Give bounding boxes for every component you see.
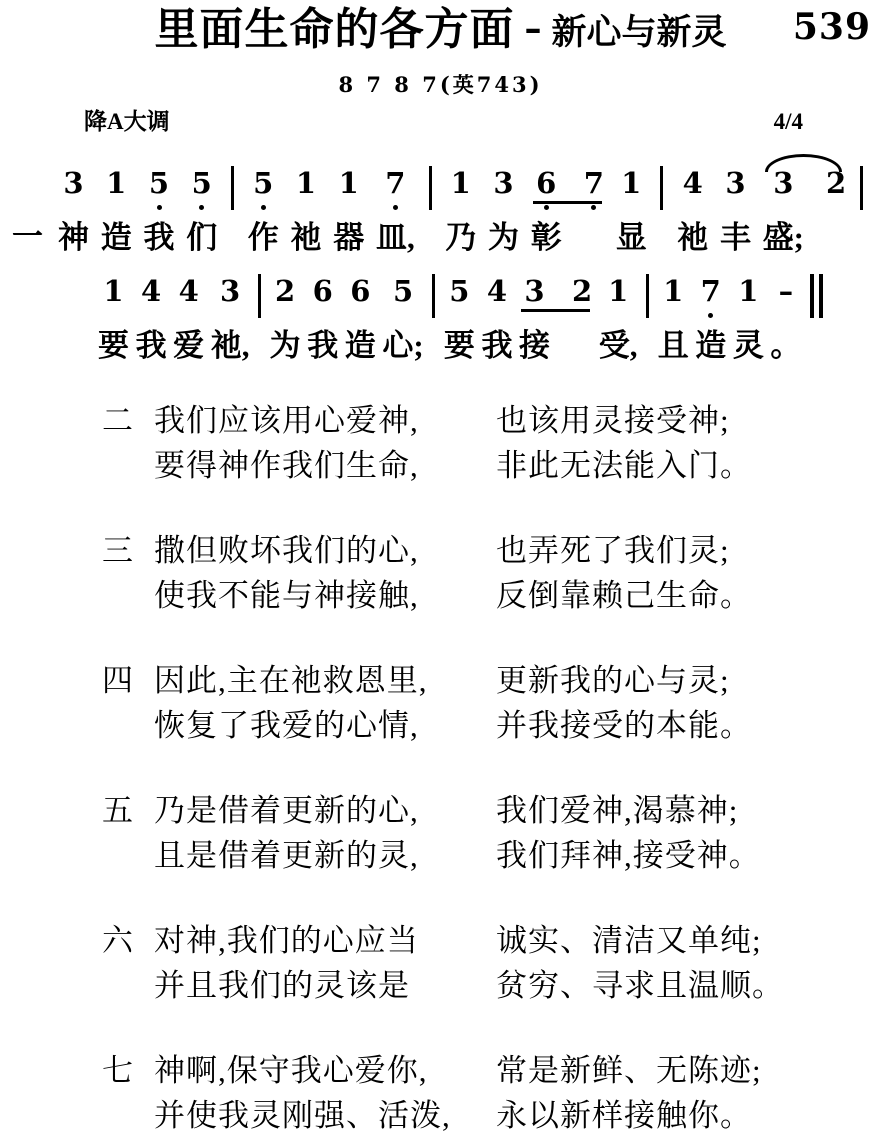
verse-text-right: 更新我的心与灵;: [496, 662, 730, 698]
octave-dot-space: [101, 200, 132, 212]
note-cell: [488, 166, 519, 260]
octave-dot-space: [445, 200, 476, 212]
octave-dot-space: [770, 308, 801, 320]
verse-text-left: 乃是借着更新的心,: [154, 792, 419, 828]
note-cell: [763, 166, 804, 260]
meter-index-line: 8 7 8 7(英743): [338, 71, 543, 97]
verse-text-right: 也该用灵接受神;: [496, 402, 730, 438]
verse-text-left: 并使我灵刚强、活泼,: [154, 1097, 451, 1133]
beam-group: [519, 274, 592, 368]
low-octave-dot: [186, 200, 217, 212]
note-cell: [136, 274, 167, 368]
verse-number: 七: [102, 1052, 133, 1088]
note-digit: 4: [486, 273, 508, 308]
note-digit: 1: [338, 165, 359, 200]
barline: [258, 274, 261, 318]
low-octave-dot: [144, 200, 175, 212]
key-signature: 降A大调: [84, 108, 170, 134]
octave-dot-space: [333, 200, 364, 212]
barline: [646, 274, 649, 318]
octave-dot-space: [444, 308, 475, 320]
octave-dot-space: [720, 200, 751, 212]
note-row: [98, 260, 823, 368]
verse-block: [0, 398, 881, 488]
lyric-syllable: 接: [519, 327, 551, 363]
verse-text-right: 永以新样接触你。: [496, 1097, 752, 1133]
lyric-syllable: 造: [344, 327, 376, 363]
verse-text-right: 也弄死了我们灵;: [496, 532, 730, 568]
lyric-syllable: 要: [443, 327, 475, 363]
note-digit: 2: [572, 273, 593, 308]
hymn-page: [0, 4, 881, 1146]
octave-dot-space: [599, 308, 638, 320]
lyric-syllable: 乃: [445, 219, 477, 255]
verse-line: [0, 788, 881, 833]
verse-text-left: 我们应该用心爱神,: [154, 402, 419, 438]
verse-number: 四: [102, 662, 133, 698]
note-cell: [248, 166, 279, 260]
note-cell: [531, 166, 562, 260]
note-cell: [291, 166, 322, 260]
note-cell: [599, 274, 638, 368]
note-cell: [270, 274, 301, 368]
note-cell: [444, 274, 475, 368]
note-cell: [481, 274, 512, 368]
page-number: 539: [792, 6, 871, 48]
lyric-syllable: 要: [98, 327, 129, 363]
note-digit: 7: [583, 165, 604, 200]
note-digit: 4: [140, 273, 162, 308]
verse-text-left: 要得神作我们生命,: [154, 447, 419, 483]
lyric-syllable: 为: [269, 327, 301, 363]
note-cell: [519, 274, 550, 368]
note-cell: [584, 166, 604, 260]
octave-dot-space: [826, 200, 846, 212]
note-cell: [173, 274, 204, 368]
note-cell: [733, 274, 764, 368]
low-octave-dot: [695, 308, 726, 320]
note-digit: 1: [106, 165, 127, 200]
note-digit: 6: [536, 165, 557, 200]
verse-number: [102, 963, 154, 1008]
octave-dot-space: [98, 308, 129, 320]
lyric-syllable: 丰: [719, 219, 751, 255]
barline: [660, 166, 663, 210]
note-cell: [211, 274, 250, 368]
title-dash: –: [524, 9, 542, 49]
verse-block: [0, 658, 881, 748]
note-digit: 3: [524, 273, 545, 308]
lyric-syllable: 显: [615, 219, 647, 255]
note-cell: [658, 274, 689, 368]
stanza-number: 一: [12, 218, 43, 254]
hymn-title-subtitle: 新心与新灵: [551, 13, 727, 53]
verse-block: [0, 528, 881, 618]
note-cell: [677, 166, 708, 260]
octave-dot-space: [307, 308, 338, 320]
note-digit: 1: [608, 273, 629, 308]
note-cell: [333, 166, 364, 260]
verse-line: [0, 833, 881, 878]
note-digit: 3: [725, 165, 746, 200]
lyric-syllable: 造: [100, 219, 132, 255]
note-digit: 3: [63, 165, 84, 200]
low-octave-dot: [248, 200, 279, 212]
note-digit: 1: [663, 273, 684, 308]
music-line: [0, 152, 881, 260]
lyric-syllable: 皿,: [376, 219, 415, 255]
note-digit: 3: [493, 165, 514, 200]
verse-number: [102, 703, 154, 748]
verse-line: [0, 918, 881, 963]
note-digit: 1: [621, 165, 642, 200]
octave-dot-space: [58, 200, 89, 212]
note-digit: 4: [178, 273, 199, 308]
note-cell: [382, 274, 423, 368]
note-digit: 2: [275, 273, 296, 308]
verse-line: [0, 1048, 881, 1093]
barline: [429, 166, 432, 210]
final-barline: [810, 274, 823, 318]
note-cell: [445, 166, 476, 260]
note-digit: 5: [191, 165, 212, 200]
octave-dot-space: [519, 308, 550, 320]
lyric-syllable: 且: [657, 327, 689, 363]
verse-text-right: 我们拜神,接受神。: [496, 837, 761, 873]
verse-text-left: 且是借着更新的灵,: [154, 837, 419, 873]
lyric-syllable: 我: [143, 219, 175, 255]
verse-text-left: 撒但败坏我们的心,: [154, 532, 419, 568]
note-digit: 5: [148, 165, 170, 200]
beam-group: [531, 166, 604, 260]
octave-dot-space: [345, 308, 376, 320]
verse-number: 六: [102, 922, 133, 958]
hymn-title-main: 里面生命的各方面: [154, 4, 515, 55]
octave-dot-space: [733, 308, 764, 320]
note-cell: [572, 274, 592, 368]
note-digit: 6: [350, 273, 371, 308]
verse-text-left: 使我不能与神接触,: [154, 577, 419, 613]
verse-line: [0, 443, 881, 488]
note-cell: [58, 166, 89, 260]
octave-dot-space: [211, 308, 250, 320]
note-cell: [307, 274, 338, 368]
note-cell: [826, 166, 846, 260]
verse-line: [0, 528, 881, 573]
lyric-syllable: 为: [488, 219, 519, 255]
lyric-syllable: 祂: [290, 219, 322, 255]
note-digit: 7: [700, 273, 721, 308]
note-cell: [720, 166, 751, 260]
verse-line: [0, 963, 881, 1008]
lyric-syllable: 爱: [173, 327, 205, 363]
note-digit: 6: [312, 273, 333, 308]
lyric-syllable: 器: [333, 219, 365, 255]
note-digit: –: [778, 273, 794, 308]
note-digit: 2: [826, 165, 847, 200]
barline: [432, 274, 435, 318]
verse-number: [102, 1093, 154, 1138]
note-digit: 5: [253, 165, 274, 200]
lyric-syllable: 灵: [732, 327, 764, 363]
lyric-syllable: 祂,: [210, 327, 250, 363]
verse-number: [102, 443, 154, 488]
note-cell: [101, 166, 132, 260]
verse-line: [0, 1093, 881, 1138]
verse-line: [0, 703, 881, 748]
lyric-syllable: 盛;: [762, 219, 805, 255]
slur-group: [763, 166, 847, 260]
note-cell: [616, 166, 647, 260]
octave-dot-space: [382, 308, 423, 320]
verse-number: 三: [102, 532, 133, 568]
verse-number: 五: [102, 792, 133, 828]
hymn-title: [0, 4, 881, 57]
note-cell: [695, 274, 726, 368]
low-octave-dot: [376, 200, 415, 212]
low-octave-dot: [531, 200, 562, 212]
lyric-syllable: 彰: [530, 219, 562, 255]
verse-line: [0, 398, 881, 443]
lyric-syllable: 。: [770, 327, 802, 363]
barline: [860, 166, 863, 210]
lyric-syllable: 心;: [382, 327, 424, 363]
octave-dot-space: [291, 200, 322, 212]
verse-text-left: 神啊,保守我心爱你,: [154, 1052, 428, 1088]
verse-line: [0, 658, 881, 703]
music-notation: [0, 152, 881, 368]
verse-text-right: 常是新鲜、无陈迹;: [496, 1052, 762, 1088]
time-signature: 4/4: [773, 108, 803, 134]
lyric-syllable: 受,: [598, 327, 638, 363]
low-octave-dot: [584, 200, 604, 212]
note-cell: [770, 274, 801, 368]
note-digit: 4: [682, 165, 703, 200]
slur-arc-icon: [765, 154, 843, 172]
octave-dot-space: [763, 200, 804, 212]
note-digit: 3: [220, 273, 241, 308]
note-digit: 1: [103, 273, 124, 308]
verse-number: [102, 573, 154, 618]
note-digit: 3: [773, 165, 794, 200]
verse-text-right: 非此无法能入门。: [496, 447, 752, 483]
verse-text-left: 并且我们的灵该是: [154, 967, 410, 1003]
note-cell: [186, 166, 217, 260]
note-cell: [98, 274, 129, 368]
lyric-syllable: 我: [135, 327, 167, 363]
verse-number: 二: [102, 402, 133, 438]
barline: [231, 166, 234, 210]
note-digit: 1: [295, 165, 317, 200]
verse-text-right: 我们爱神,渴慕神;: [496, 792, 739, 828]
lyric-syllable: 祂: [677, 219, 709, 255]
octave-dot-space: [572, 308, 592, 320]
note-cell: [144, 166, 175, 260]
verses-section: [0, 398, 881, 1138]
verse-block: [0, 918, 881, 1008]
octave-dot-space: [173, 308, 204, 320]
verse-text-right: 反倒靠赖己生命。: [496, 577, 752, 613]
verse-text-right: 诚实、清洁又单纯;: [496, 922, 762, 958]
octave-dot-space: [488, 200, 519, 212]
verse-text-left: 因此,主在祂救恩里,: [154, 662, 428, 698]
verse-line: [0, 573, 881, 618]
octave-dot-space: [616, 200, 647, 212]
octave-dot-space: [270, 308, 301, 320]
verse-text-right: 并我接受的本能。: [496, 707, 752, 743]
octave-dot-space: [658, 308, 689, 320]
note-digit: 1: [450, 165, 471, 200]
note-digit: 7: [385, 165, 406, 200]
verse-text-left: 恢复了我爱的心情,: [154, 707, 419, 743]
octave-dot-space: [677, 200, 708, 212]
lyric-syllable: 我: [481, 327, 513, 363]
lyric-syllable: 们: [186, 219, 218, 255]
verse-text-right: 贫穷、寻求且温顺。: [496, 967, 784, 1003]
note-digit: 1: [738, 273, 759, 308]
octave-dot-space: [136, 308, 167, 320]
verse-text-left: 对神,我们的心应当: [154, 922, 419, 958]
note-digit: 5: [392, 273, 414, 308]
lyric-syllable: 作: [247, 219, 279, 255]
verse-number: [102, 833, 154, 878]
lyric-syllable: 我: [307, 327, 339, 363]
note-digit: 5: [449, 273, 470, 308]
verse-block: [0, 788, 881, 878]
octave-dot-space: [481, 308, 512, 320]
key-time-row: [0, 103, 881, 136]
music-line: [0, 260, 881, 368]
verse-block: [0, 1048, 881, 1138]
lyric-syllable: 神: [58, 219, 89, 255]
lyric-syllable: 造: [695, 327, 727, 363]
note-cell: [376, 166, 415, 260]
note-cell: [345, 274, 376, 368]
note-row: [58, 152, 865, 260]
